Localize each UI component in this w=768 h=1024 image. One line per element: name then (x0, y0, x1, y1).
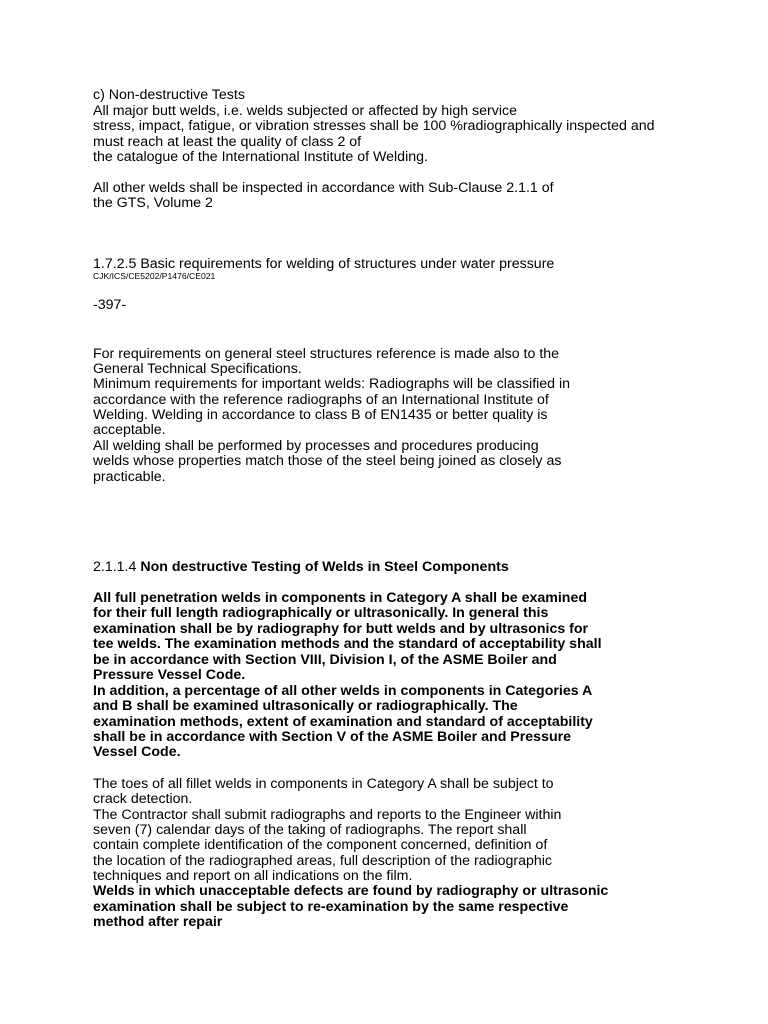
section-c-para2-line: All other welds shall be inspected in accordance with Sub-Clause 2.1.1 of (93, 180, 554, 196)
section-2114-bold-line: be in accordance with Section VIII, Division I, of the ASME Boiler and (93, 652, 557, 668)
section-1725-para-line: General Technical Specifications. (93, 361, 302, 377)
section-2114-final-bold-line: method after repair (93, 914, 223, 930)
section-2114-bold-line: examination methods, extent of examination and standard of acceptability (93, 714, 593, 730)
section-2114-plain-line: techniques and report on all indications on the film. (93, 868, 413, 884)
section-2114-bold-line: and B shall be examined ultrasonically or radiographically. The (93, 698, 518, 714)
section-2114-heading-title: Non destructive Testing of Welds in Steel Components (140, 559, 509, 575)
page-number: -397- (93, 297, 127, 313)
section-1725-para-line: welds whose properties match those of the steel being joined as closely as (93, 453, 562, 469)
section-2114-plain-line: crack detection. (93, 791, 193, 807)
section-2114-plain-line: the location of the radiographed areas, full description of the radiographic (93, 853, 553, 869)
section-2114-bold-line: tee welds. The examination methods and the standard of acceptability shall (93, 636, 602, 652)
section-1725-para-line: practicable. (93, 469, 166, 485)
section-2114-bold-line: shall be in accordance with Section V of the ASME Boiler and Pressure (93, 729, 572, 745)
section-c-para1-line: must reach at least the quality of class 2 of (93, 134, 362, 150)
section-2114-plain-line: seven (7) calendar days of the taking of radiographs. The report shall (93, 822, 527, 838)
section-2114-final-bold-line: Welds in which unacceptable defects are found by radiography or ultrasonic (93, 883, 609, 899)
section-2114-bold-line: for their full length radiographically or ultrasonically. In general this (93, 605, 549, 621)
section-2114-bold-line: Vessel Code. (93, 744, 181, 760)
section-2114-bold-line: In addition, a percentage of all other welds in components in Categories A (93, 683, 593, 699)
section-1725-para-line: All welding shall be performed by processes and procedures producing (93, 438, 539, 454)
section-2114-plain-line: The Contractor shall submit radiographs and reports to the Engineer within (93, 807, 562, 823)
section-1725-para-line: acceptable. (93, 422, 166, 438)
section-1725-heading: 1.7.2.5 Basic requirements for welding of structures under water pressure (93, 256, 555, 272)
section-c-heading: c) Non-destructive Tests (93, 87, 245, 103)
section-1725-para-line: accordance with the reference radiographs of an International Institute of (93, 392, 549, 408)
section-2114-bold-line: examination shall be by radiography for butt welds and by ultrasonics for (93, 621, 589, 637)
document-reference: CJK/ICS/CE5202/P1476/CE021 (93, 271, 216, 281)
section-2114-bold-line: Pressure Vessel Code. (93, 667, 246, 683)
section-c-para1-line: stress, impact, fatigue, or vibration stresses shall be 100 %radiographically inspected and (93, 118, 655, 134)
section-2114-final-bold-line: examination shall be subject to re-examination by the same respective (93, 899, 569, 915)
section-1725-para-line: Welding. Welding in accordance to class B of EN1435 or better quality is (93, 407, 548, 423)
section-2114-heading (93, 559, 509, 575)
section-1725-para-line: For requirements on general steel structures reference is made also to the (93, 346, 560, 362)
section-1725-para-line: Minimum requirements for important welds: Radiographs will be classified in (93, 376, 571, 392)
section-2114-plain-line: contain complete identification of the component concerned, definition of (93, 837, 548, 853)
section-c-para1-line: All major butt welds, i.e. welds subjected or affected by high service (93, 103, 517, 119)
section-c-para1-line: the catalogue of the International Institute of Welding. (93, 149, 428, 165)
section-2114-plain-line: The toes of all fillet welds in components in Category A shall be subject to (93, 776, 554, 792)
section-2114-heading-number: 2.1.1.4 (93, 559, 141, 575)
section-c-para2-line: the GTS, Volume 2 (93, 195, 213, 211)
section-2114-bold-line: All full penetration welds in components in Category A shall be examined (93, 590, 588, 606)
